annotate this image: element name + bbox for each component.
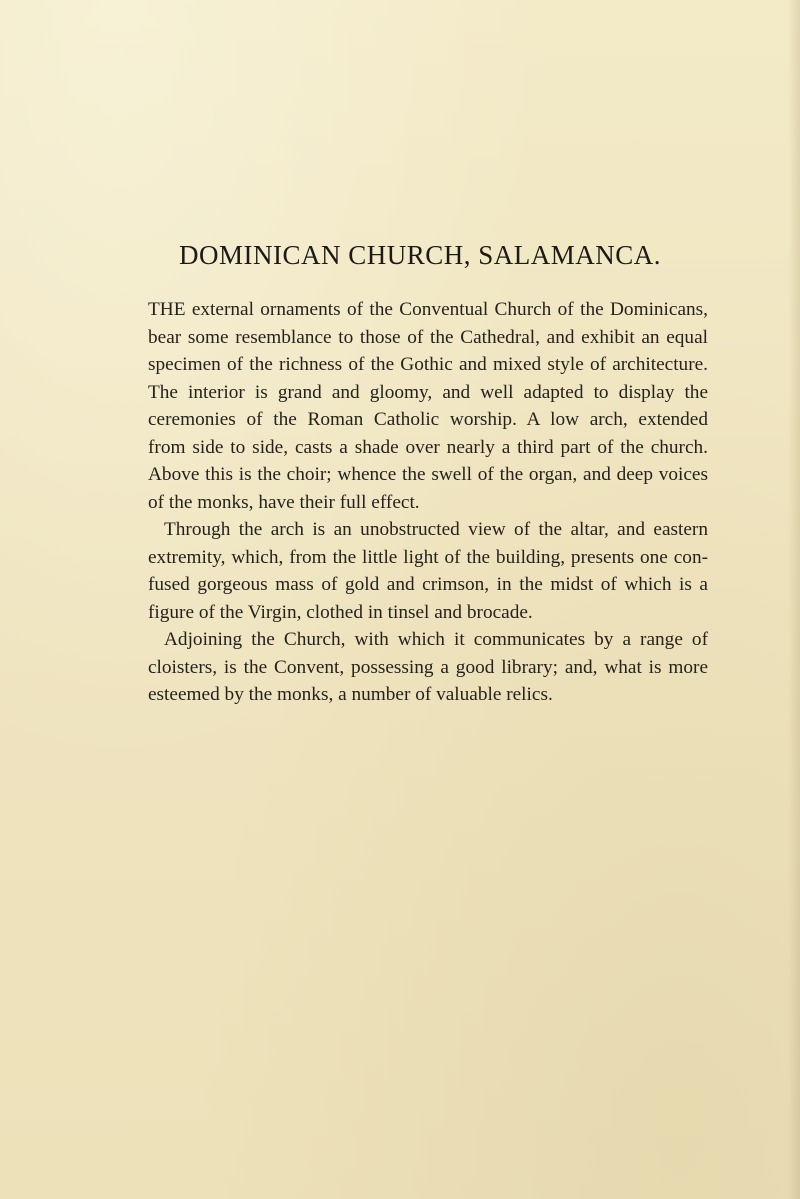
paragraph-3 [148,626,708,709]
paragraph-1 [148,296,708,516]
text-line: esteemed by the monks, a number of valuable relics. [148,684,553,705]
text-line: Above this is the choir; whence the swell of the organ, and deep voices [148,464,708,485]
body-text [148,296,708,709]
text-line: The interior is grand and gloomy, and well adapted to display the [148,381,708,403]
page-title: DOMINICAN CHURCH, SALAMANCA. [178,240,662,270]
text-line: from side to side, casts a shade over nearly a third part of the church. [148,436,708,458]
text-line: extremity, which, from the little light of the building, presents one con- [148,546,708,568]
text-line: Through the arch is an unobstructed view of the altar, and eastern [164,519,708,540]
page-edge-shadow [788,0,800,1199]
text-line: figure of the Virgin, clothed in tinsel and brocade. [148,601,533,623]
text-line: Adjoining the Church, with which it communicates by a range of [164,629,708,650]
text-line: cloisters, is the Convent, possessing a good library; and, what is more [148,656,708,678]
text-line: of the monks, have their full effect. [148,491,420,513]
text-line: ceremonies of the Roman Catholic worship. A low arch, extended [148,409,708,430]
text-line: bear some resemblance to those of the Cathedral, and exhibit an equal [148,326,708,348]
text-line: fused gorgeous mass of gold and crimson, in the midst of which is a [148,574,708,595]
paragraph-2 [148,516,708,626]
text-line: THE external ornaments of the Conventual Church of the Dominicans, [148,299,708,320]
text-line: specimen of the richness of the Gothic and mixed style of architecture. [148,354,708,375]
